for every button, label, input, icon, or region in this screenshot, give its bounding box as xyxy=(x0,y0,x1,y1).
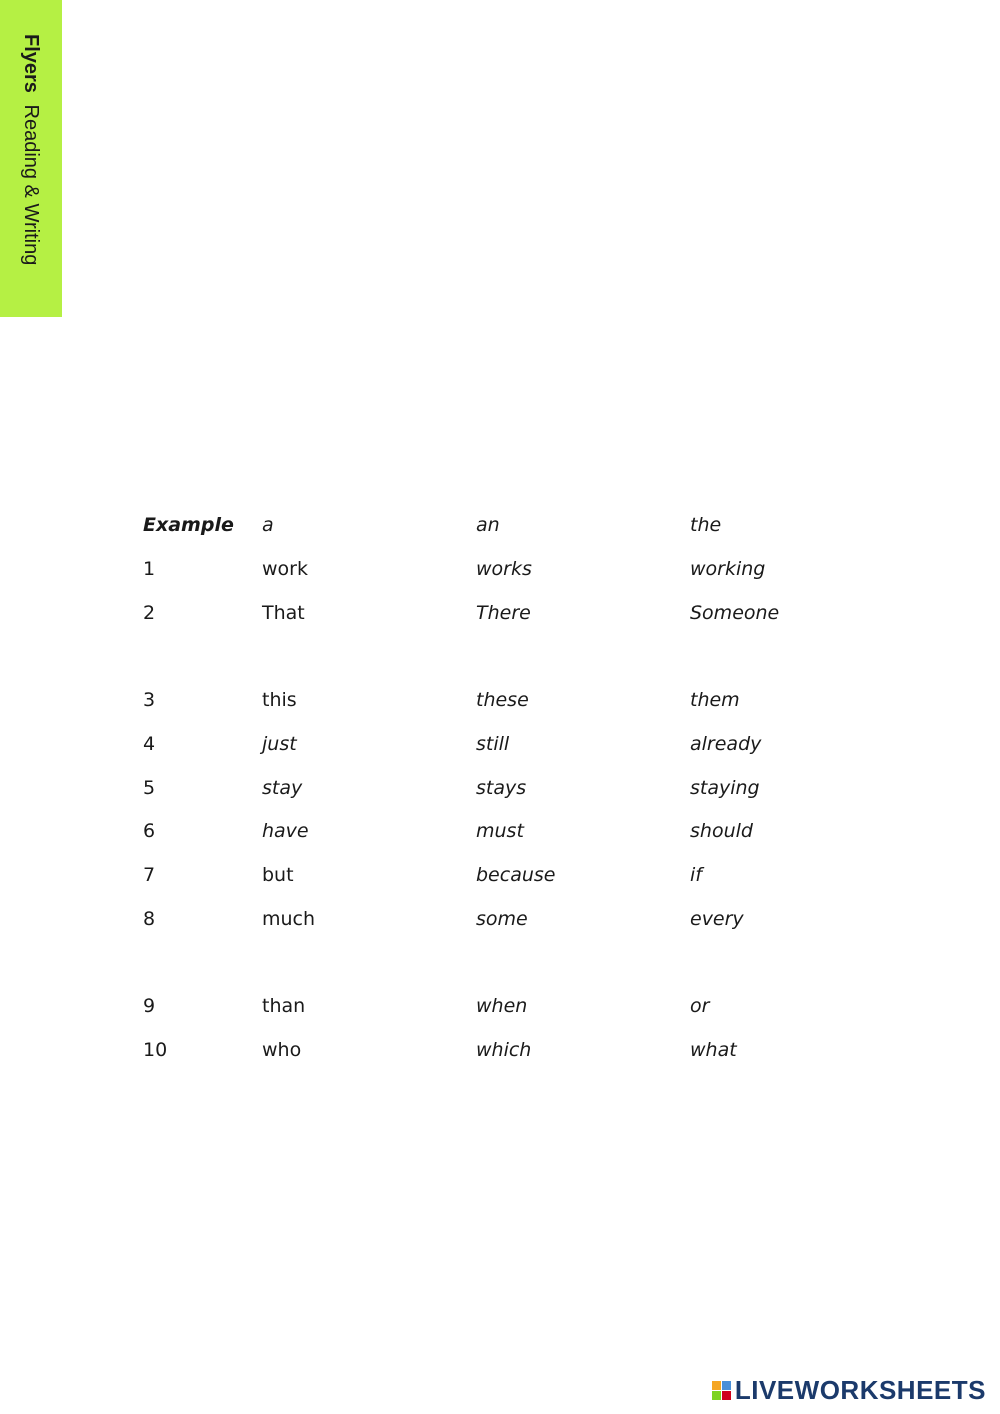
table-row xyxy=(0,777,1000,807)
option-a[interactable]: who xyxy=(262,1039,302,1061)
liveworksheets-logo[interactable] xyxy=(712,1375,986,1405)
table-row xyxy=(0,1039,1000,1069)
side-tab-subject: Reading & Writing xyxy=(20,104,42,266)
option-b[interactable]: because xyxy=(476,864,556,886)
row-number: 6 xyxy=(143,820,156,842)
option-b[interactable]: when xyxy=(476,995,528,1017)
option-b[interactable]: must xyxy=(476,820,524,842)
option-c[interactable]: what xyxy=(690,1039,737,1061)
table-row xyxy=(0,733,1000,763)
option-a[interactable]: than xyxy=(262,995,306,1017)
option-c[interactable]: should xyxy=(690,820,753,842)
logo-mark-tile xyxy=(712,1381,721,1390)
option-b[interactable]: some xyxy=(476,908,528,930)
table-row xyxy=(0,864,1000,894)
table-row xyxy=(0,689,1000,719)
option-c[interactable]: Someone xyxy=(690,602,780,624)
logo-mark-icon xyxy=(712,1381,731,1400)
option-b[interactable]: still xyxy=(476,733,510,755)
option-b[interactable]: works xyxy=(476,558,532,580)
option-c[interactable]: the xyxy=(690,514,722,536)
row-number: 1 xyxy=(143,558,156,580)
table-row xyxy=(0,908,1000,938)
table-row xyxy=(0,558,1000,588)
logo-mark-tile xyxy=(712,1391,721,1400)
row-number: 2 xyxy=(143,602,156,624)
option-c[interactable]: them xyxy=(690,689,740,711)
row-number: 5 xyxy=(143,777,156,799)
row-number: 3 xyxy=(143,689,156,711)
option-a[interactable]: That xyxy=(262,602,305,624)
option-c[interactable]: if xyxy=(690,864,702,886)
row-number: 9 xyxy=(143,995,156,1017)
option-a[interactable]: have xyxy=(262,820,309,842)
logo-text: LIVEWORKSHEETS xyxy=(734,1374,986,1405)
row-number: Example xyxy=(143,514,234,536)
option-a[interactable]: much xyxy=(262,908,316,930)
option-a[interactable]: stay xyxy=(262,777,303,799)
logo-mark-tile xyxy=(722,1391,731,1400)
row-number: 7 xyxy=(143,864,156,886)
option-c[interactable]: working xyxy=(690,558,766,580)
option-c[interactable]: or xyxy=(690,995,710,1017)
table-row xyxy=(0,514,1000,544)
option-c[interactable]: already xyxy=(690,733,762,755)
option-a[interactable]: just xyxy=(262,733,297,755)
option-c[interactable]: staying xyxy=(690,777,760,799)
option-b[interactable]: There xyxy=(476,602,531,624)
option-c[interactable]: every xyxy=(690,908,744,930)
option-a[interactable]: this xyxy=(262,689,297,711)
option-a[interactable]: but xyxy=(262,864,294,886)
option-b[interactable]: stays xyxy=(476,777,527,799)
table-row xyxy=(0,820,1000,850)
side-tab-brand: Flyers xyxy=(20,34,42,93)
option-a[interactable]: a xyxy=(262,514,274,536)
table-row xyxy=(0,602,1000,632)
option-b[interactable]: these xyxy=(476,689,529,711)
option-b[interactable]: which xyxy=(476,1039,532,1061)
option-b[interactable]: an xyxy=(476,514,500,536)
row-number: 4 xyxy=(143,733,156,755)
logo-mark-tile xyxy=(722,1381,731,1390)
row-number: 10 xyxy=(143,1039,168,1061)
table-row xyxy=(0,995,1000,1025)
option-a[interactable]: work xyxy=(262,558,308,580)
row-number: 8 xyxy=(143,908,156,930)
